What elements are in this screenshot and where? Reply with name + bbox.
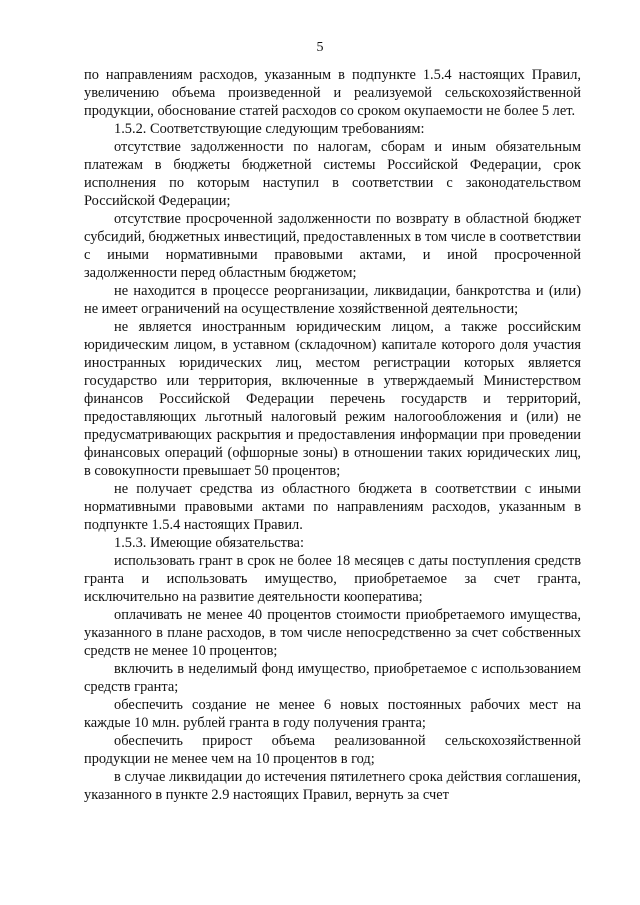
paragraph: не является иностранным юридическим лицом, а также российским юридическим лицом, в уставном (складочном) капитале которого доля участия иностранных юридических лиц, местом регистрации которых является государство или территория, включенные в утверждаемый Министерством финансов Российской Федерации перечень государств и территорий, предоставляющих льготный налоговый режим налогообложения и (или) не предусматривающих раскрытия и предоставления информации при проведении финансовых операций (офшорные зоны) в отношении таких юридических лиц, в совокупности превышает 50 процентов; [84, 319, 581, 479]
paragraph: не находится в процессе реорганизации, ликвидации, банкротства и (или) не имеет ограничений на осуществление хозяйственной деятельности; [84, 283, 581, 317]
document-body [84, 66, 581, 804]
paragraph: использовать грант в срок не более 18 месяцев с даты поступления средств гранта и использовать имущество, приобретаемое за счет гранта, исключительно на развитие деятельности кооператива; [84, 553, 581, 605]
paragraph: обеспечить создание не менее 6 новых постоянных рабочих мест на каждые 10 млн. рублей гранта в году получения гранта; [84, 697, 581, 731]
paragraph: не получает средства из областного бюджета в соответствии с иными нормативными правовыми актами по направлениям расходов, указанным в подпункте 1.5.4 настоящих Правил. [84, 481, 581, 533]
section-heading: 1.5.3. Имеющие обязательства: [114, 535, 304, 551]
paragraph: в случае ликвидации до истечения пятилетнего срока действия соглашения, указанного в пункте 2.9 настоящих Правил, вернуть за счет [84, 769, 581, 803]
paragraph: обеспечить прирост объема реализованной сельскохозяйственной продукции не менее чем на 10 процентов в год; [84, 733, 581, 767]
paragraph: отсутствие просроченной задолженности по возврату в областной бюджет субсидий, бюджетных инвестиций, предоставленных в том числе в соответствии с иными нормативными правовыми актами, и иной просроченной задолженности перед областным бюджетом; [84, 211, 581, 281]
paragraph: оплачивать не менее 40 процентов стоимости приобретаемого имущества, указанного в плане расходов, в том числе непосредственно за счет собственных средств не менее 10 процентов; [84, 607, 581, 659]
page-number: 5 [316, 40, 324, 55]
section-heading: 1.5.2. Соответствующие следующим требованиям: [114, 121, 425, 137]
paragraph: отсутствие задолженности по налогам, сборам и иным обязательным платежам в бюджеты бюджетной системы Российской Федерации, срок исполнения по которым наступил в соответствии с законодательством Российской Федерации; [84, 139, 581, 209]
paragraph: включить в неделимый фонд имущество, приобретаемое с использованием средств гранта; [84, 661, 581, 695]
paragraph: по направлениям расходов, указанным в подпункте 1.5.4 настоящих Правил, увеличению объема произведенной и реализуемой сельскохозяйственной продукции, обоснование статей расходов со сроком окупаемости не более 5 лет. [84, 67, 581, 119]
